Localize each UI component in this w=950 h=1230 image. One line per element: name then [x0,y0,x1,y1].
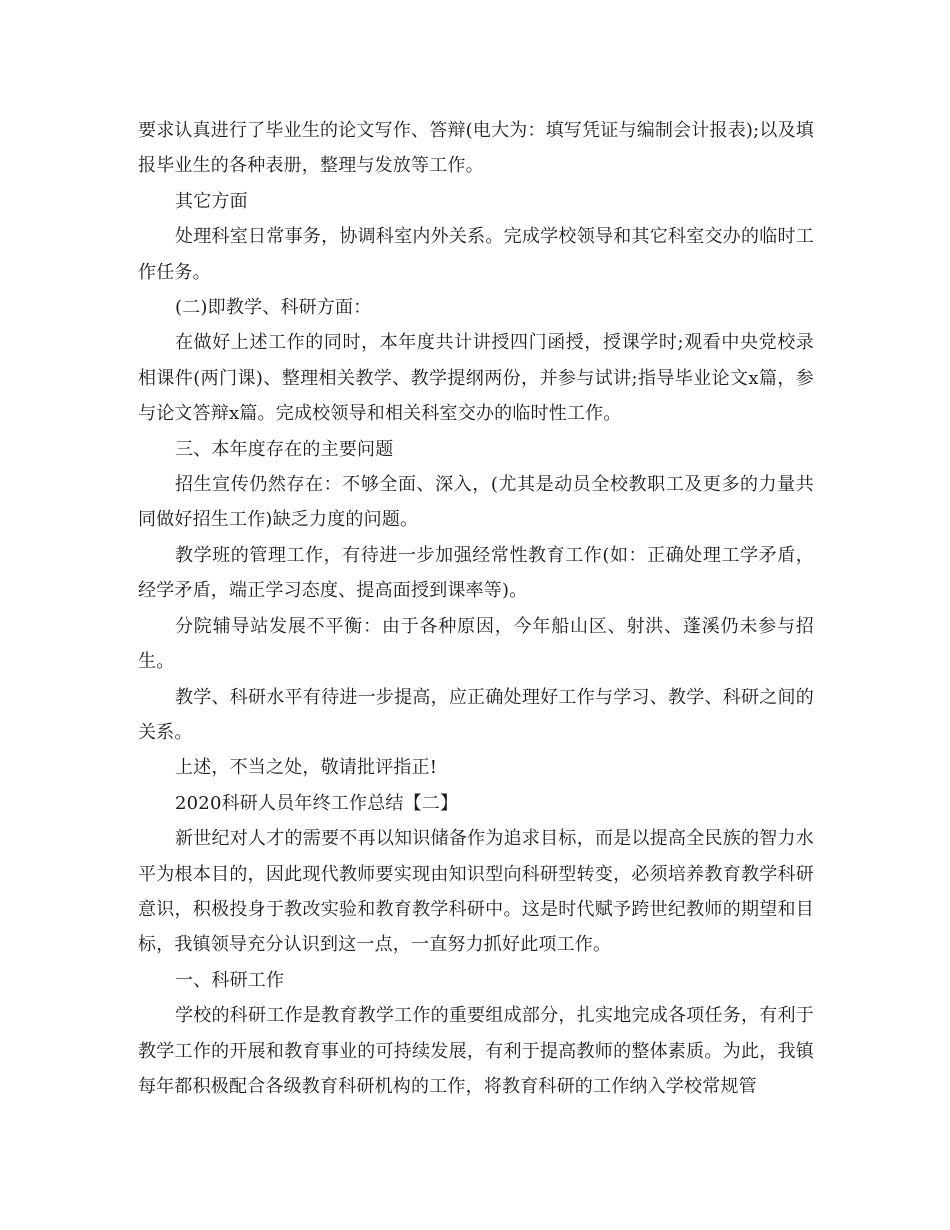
paragraph: 上述，不当之处，敬请批评指正! [175,757,438,779]
section-heading: (二)即教学、科研方面： [175,297,372,319]
document-body [138,113,814,1104]
paragraph: 处理科室日常事务，协调科室内外关系。完成学校领导和其它科室交办的临时工作任务。 [138,226,814,283]
paragraph: 在做好上述工作的同时，本年度共计讲授四门函授，授课学时;观看中央党校录相课件(两门课)、整理相关教学、教学提纲两份，并参与试讲;指导毕业论文x篇，参与论文答辩x篇。完成校领导和相关科室交办的临时性工作。 [138,332,814,425]
section-heading: 三、本年度存在的主要问题 [175,438,394,460]
section-heading: 一、科研工作 [175,969,285,991]
paragraph: 分院辅导站发展不平衡：由于各种原因，今年船山区、射洪、蓬溪仍未参与招生。 [138,615,814,673]
section-heading: 其它方面 [175,190,248,212]
document-subtitle: 2020科研人员年终工作总结【二】 [175,792,459,814]
paragraph: 要求认真进行了毕业生的论文写作、答辩(电大为：填写凭证与编制会计报表);以及填报毕业生的各种表册，整理与发放等工作。 [138,120,814,177]
paragraph: 招生宣传仍然存在：不够全面、深入，(尤其是动员全校教职工及更多的力量共同做好招生工作)缺乏力度的问题。 [138,474,814,531]
paragraph: 学校的科研工作是教育教学工作的重要组成部分，扎实地完成各项任务，有利于教学工作的开展和教育事业的可持续发展，有利于提高教师的整体素质。为此，我镇每年都积极配合各级教育科研机构的工作，将教育科研的工作纳入学校常规管 [138,1005,814,1097]
paragraph: 新世纪对人才的需要不再以知识储备作为追求目标，而是以提高全民族的智力水平为根本目的，因此现代教师要实现由知识型向科研型转变，必须培养教育教学科研意识，积极投身于教改实验和教育教学科研中。这是时代赋予跨世纪教师的期望和目标，我镇领导充分认识到这一点，一直努力抓好此项工作。 [138,828,814,956]
paragraph: 教学、科研水平有待进一步提高，应正确处理好工作与学习、教学、科研之间的关系。 [138,686,814,743]
paragraph: 教学班的管理工作，有待进一步加强经常性教育工作(如：正确处理工学矛盾，经学矛盾，端正学习态度、提高面授到课率等)。 [138,544,814,602]
